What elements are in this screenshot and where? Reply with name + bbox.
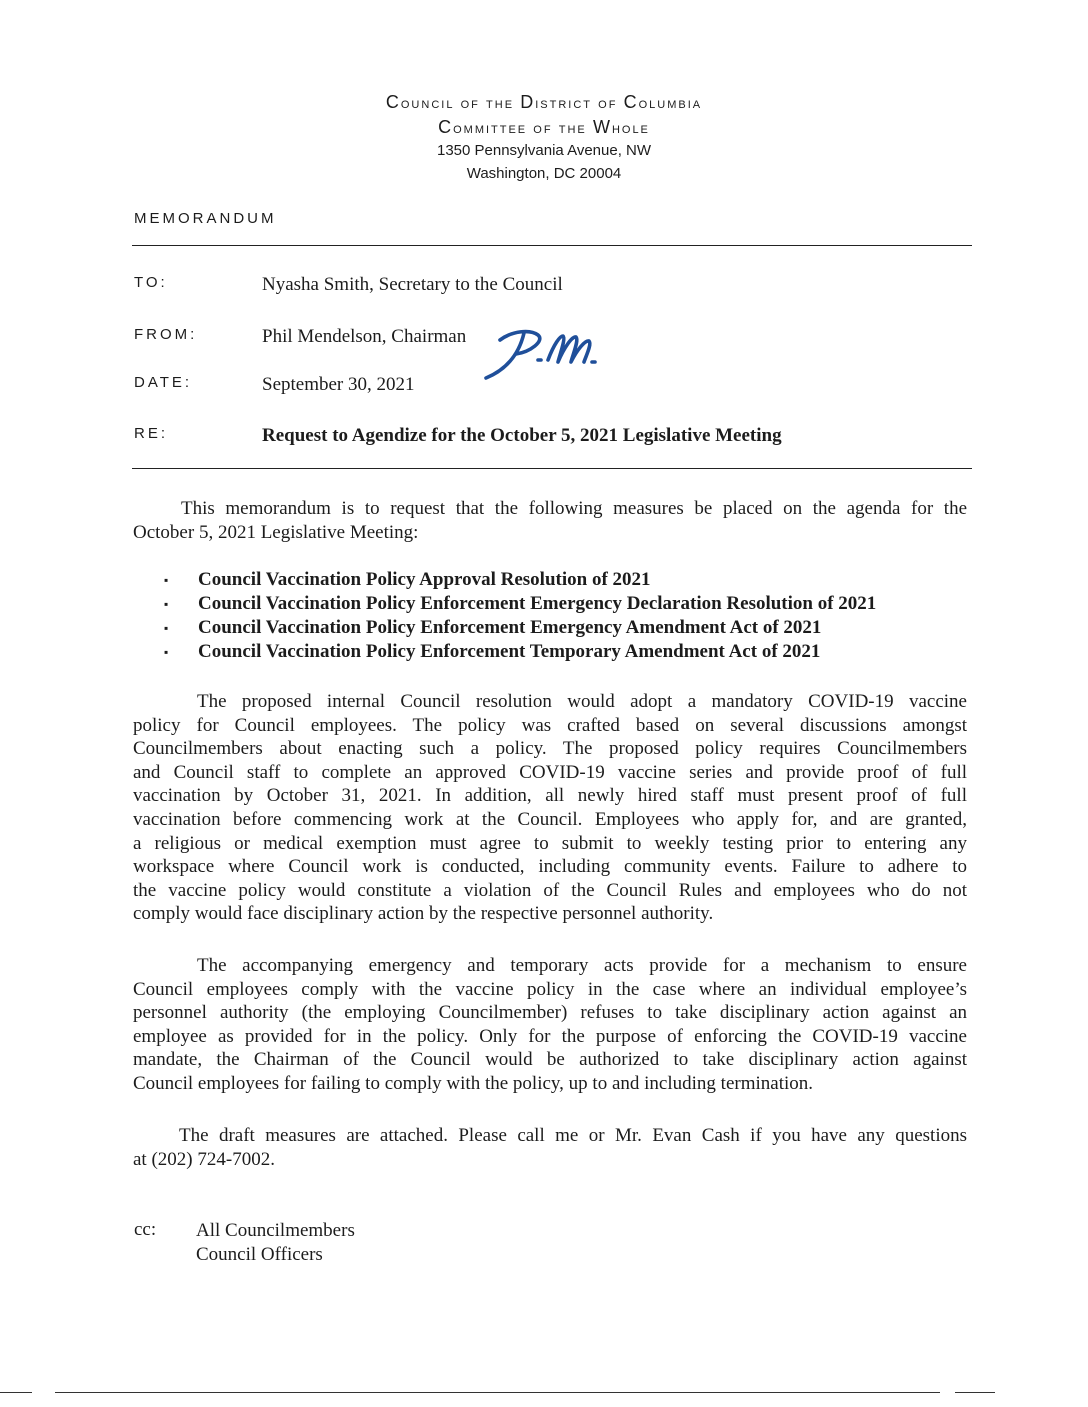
re-value: Request to Agendize for the October 5, 2021 Legislative Meeting xyxy=(262,425,782,446)
footer-rule xyxy=(55,1392,940,1393)
paragraph-line: mandate, the Chairman of the Council would be authorized to take disciplinary action against xyxy=(133,1049,967,1071)
paragraph-line: at (202) 724-7002. xyxy=(133,1148,275,1170)
list-item: All Councilmembers xyxy=(196,1220,355,1241)
paragraph-line: Council employees for failing to comply with the policy, up to and including termination. xyxy=(133,1072,814,1094)
paragraph-line: policy for Council employees. The policy was crafted based on several discussions amongst xyxy=(133,714,967,736)
paragraph-line: Councilmembers about enacting such a policy. The proposed policy requires Councilmembers xyxy=(133,738,967,760)
paragraph-line: comply would face disciplinary action by the respective personnel authority. xyxy=(133,903,714,925)
draft-paragraph xyxy=(133,1124,967,1171)
footer-rule xyxy=(955,1392,995,1393)
paragraph-line: The proposed internal Council resolution would adopt a mandatory COVID-19 vaccine xyxy=(197,691,967,712)
paragraph-line: vaccination by October 31, 2021. In addition, all newly hired staff must present proof of full xyxy=(133,785,967,807)
re-label: RE: xyxy=(134,425,169,442)
date-label: DATE: xyxy=(134,374,193,391)
policy-paragraph xyxy=(133,690,967,926)
paragraph-line: personnel authority (the employing Councilmember) refuses to take disciplinary action against an xyxy=(133,1002,967,1024)
paragraph-line: The draft measures are attached. Please call me or Mr. Evan Cash if you have any questions xyxy=(179,1125,967,1146)
paragraph-line: The accompanying emergency and temporary acts provide for a mechanism to ensure xyxy=(197,955,967,976)
intro-paragraph xyxy=(133,497,967,544)
paragraph-line: Council employees comply with the vaccine policy in the case where an individual employee’s xyxy=(133,978,967,1000)
to-label: TO: xyxy=(134,274,168,291)
signature-initials-image xyxy=(478,318,608,384)
paragraph-line: vaccination before commencing work at the Council. Employees who apply for, and are granted, xyxy=(133,808,967,830)
list-item: ▪ Council Vaccination Policy Approval Resolution of 2021 xyxy=(164,568,876,592)
paragraph-line: This memorandum is to request that the following measures be placed on the agenda for the xyxy=(181,498,967,519)
cc-label: cc: xyxy=(134,1219,157,1240)
paragraph-line: October 5, 2021 Legislative Meeting: xyxy=(133,521,419,543)
from-value: Phil Mendelson, Chairman xyxy=(262,326,467,347)
from-label: FROM: xyxy=(134,326,198,343)
list-item: ▪ Council Vaccination Policy Enforcement Emergency Amendment Act of 2021 xyxy=(164,616,876,640)
paragraph-line: workspace where Council work is conducted, including community events. Failure to adhere to xyxy=(133,856,967,878)
footer-rule xyxy=(0,1392,32,1393)
paragraph-line: a religious or medical exemption must agree to submit to weekly testing prior to entering any xyxy=(133,832,967,854)
header-divider xyxy=(132,245,972,246)
list-item: ▪ Council Vaccination Policy Enforcement Emergency Declaration Resolution of 2021 xyxy=(164,592,876,616)
date-value: September 30, 2021 xyxy=(262,374,415,395)
body-divider xyxy=(132,468,972,469)
list-item: ▪ Council Vaccination Policy Enforcement Temporary Amendment Act of 2021 xyxy=(164,640,876,664)
acts-paragraph xyxy=(133,954,967,1096)
paragraph-line: the vaccine policy would constitute a violation of the Council Rules and employees who do not xyxy=(133,879,967,901)
letterhead-committee: Committee of the Whole xyxy=(438,117,650,137)
memorandum-label: MEMORANDUM xyxy=(134,210,277,227)
letterhead-council: Council of the District of Columbia xyxy=(385,92,703,112)
paragraph-line: and Council staff to complete an approved COVID-19 vaccine series and provide proof of full xyxy=(133,761,967,783)
cc-recipients xyxy=(196,1219,355,1267)
letterhead-address: 1350 Pennsylvania Avenue, NW xyxy=(436,142,652,159)
paragraph-line: employee as provided for in the policy. Only for the purpose of enforcing the COVID-19 vaccine xyxy=(133,1025,967,1047)
list-item: Council Officers xyxy=(196,1244,323,1265)
measures-list xyxy=(164,568,876,664)
to-value: Nyasha Smith, Secretary to the Council xyxy=(262,274,563,295)
letterhead-city: Washington, DC 20004 xyxy=(466,165,622,182)
